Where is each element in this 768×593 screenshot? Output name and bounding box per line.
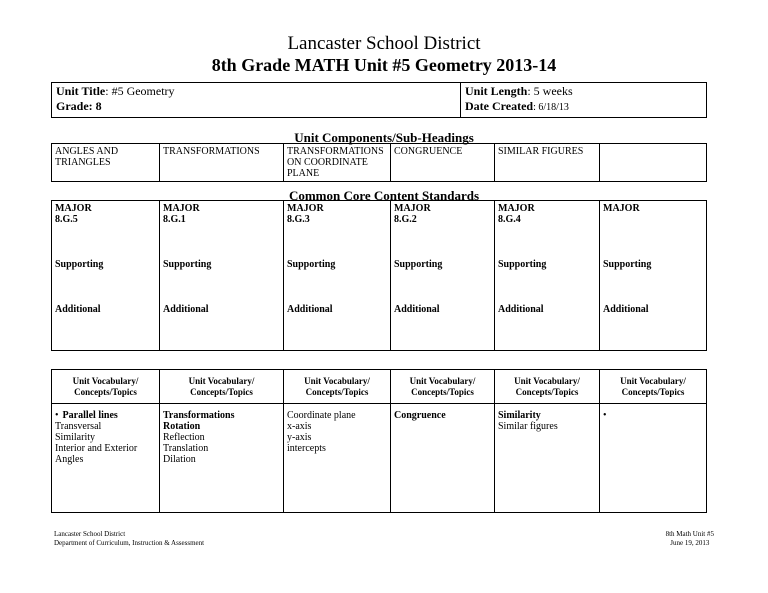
standard-column <box>495 201 600 351</box>
vocab-term: Reflection <box>163 432 205 443</box>
standard-additional: Additional <box>498 304 544 315</box>
vocab-cell <box>52 404 160 513</box>
standard-column <box>52 201 160 351</box>
vocab-header: Unit Vocabulary/ Concepts/Topics <box>52 370 160 404</box>
standard-code: 8.G.5 <box>55 214 78 225</box>
vocab-cell <box>284 404 391 513</box>
standard-additional: Additional <box>55 304 101 315</box>
standard-additional: Additional <box>163 304 209 315</box>
vocab-header: Unit Vocabulary/ Concepts/Topics <box>600 370 707 404</box>
component-cell: ANGLES AND TRIANGLES <box>52 144 160 182</box>
vocab-header: Unit Vocabulary/ Concepts/Topics <box>284 370 391 404</box>
unit-info-right <box>461 83 707 118</box>
standard-code: 8.G.2 <box>394 214 417 225</box>
component-cell: TRANSFORMATIONS ON COORDINATE PLANE <box>284 144 391 182</box>
standard-additional: Additional <box>603 304 649 315</box>
standard-code: 8.G.4 <box>498 214 521 225</box>
standard-major-label: MAJOR <box>498 203 535 214</box>
standard-supporting: Supporting <box>287 259 336 270</box>
vocab-header: Unit Vocabulary/ Concepts/Topics <box>495 370 600 404</box>
standards-table <box>51 200 707 351</box>
vocab-cell <box>160 404 284 513</box>
standard-supporting: Supporting <box>394 259 443 270</box>
standard-supporting: Supporting <box>498 259 547 270</box>
vocab-header: Unit Vocabulary/ Concepts/Topics <box>160 370 284 404</box>
standard-column <box>600 201 707 351</box>
standard-code: 8.G.1 <box>163 214 186 225</box>
vocab-term: Translation <box>163 443 209 454</box>
vocab-cell <box>391 404 495 513</box>
component-cell: TRANSFORMATIONS <box>160 144 284 182</box>
standard-supporting: Supporting <box>55 259 104 270</box>
standard-code: 8.G.3 <box>287 214 310 225</box>
standards-heading: Common Core Content Standards <box>288 188 480 203</box>
vocab-term: Similar figures <box>498 421 558 432</box>
standard-major-label: MAJOR <box>287 203 324 214</box>
standard-column <box>160 201 284 351</box>
vocab-term: Rotation <box>163 421 201 432</box>
vocab-term: Dilation <box>163 454 196 465</box>
component-cell <box>600 144 707 182</box>
document-title: 8th Grade MATH Unit #5 Geometry 2013-14 <box>211 55 557 75</box>
bullet-icon <box>603 410 703 421</box>
vocabulary-table <box>51 369 707 513</box>
vocab-term: y-axis <box>287 432 312 443</box>
standard-major-label: MAJOR <box>55 203 92 214</box>
standard-column <box>284 201 391 351</box>
standard-major-label: MAJOR <box>394 203 431 214</box>
vocab-term: Similarity <box>498 410 541 421</box>
vocab-term: Similarity <box>55 432 95 443</box>
unit-info-table <box>51 82 707 118</box>
components-heading: Unit Components/Sub-Headings <box>294 130 474 145</box>
footer-right: 8th Math Unit #5 June 19, 2013 <box>665 530 714 547</box>
vocab-header: Unit Vocabulary/ Concepts/Topics <box>391 370 495 404</box>
vocab-term: Congruence <box>394 410 446 421</box>
vocab-term: Transversal <box>55 421 102 432</box>
standard-column <box>391 201 495 351</box>
unit-title: Unit Title: #5 Geometry <box>56 84 175 98</box>
standard-additional: Additional <box>287 304 333 315</box>
standard-supporting: Supporting <box>603 259 652 270</box>
component-cell: SIMILAR FIGURES <box>495 144 600 182</box>
standard-major-label: MAJOR <box>603 203 640 214</box>
components-table <box>51 143 707 182</box>
grade: Grade: 8 <box>56 99 102 113</box>
vocab-term: Coordinate plane <box>287 410 356 421</box>
vocab-cell <box>600 404 707 513</box>
vocab-term: • Parallel lines <box>55 410 156 421</box>
vocab-term: Interior and Exterior Angles <box>55 443 138 465</box>
unit-info-left <box>52 83 461 118</box>
footer-left: Lancaster School District Department of Curriculum, Instruction & Assessment <box>54 530 205 547</box>
standard-supporting: Supporting <box>163 259 212 270</box>
vocab-term: intercepts <box>287 443 326 454</box>
date-created: Date Created: 6/18/13 <box>465 99 569 113</box>
component-cell: CONGRUENCE <box>391 144 495 182</box>
vocab-term: Transformations <box>163 410 235 421</box>
vocab-term: x-axis <box>287 421 312 432</box>
unit-length: Unit Length: 5 weeks <box>465 84 573 98</box>
district-name: Lancaster School District <box>287 33 481 54</box>
vocab-cell <box>495 404 600 513</box>
standard-major-label: MAJOR <box>163 203 200 214</box>
standard-additional: Additional <box>394 304 440 315</box>
